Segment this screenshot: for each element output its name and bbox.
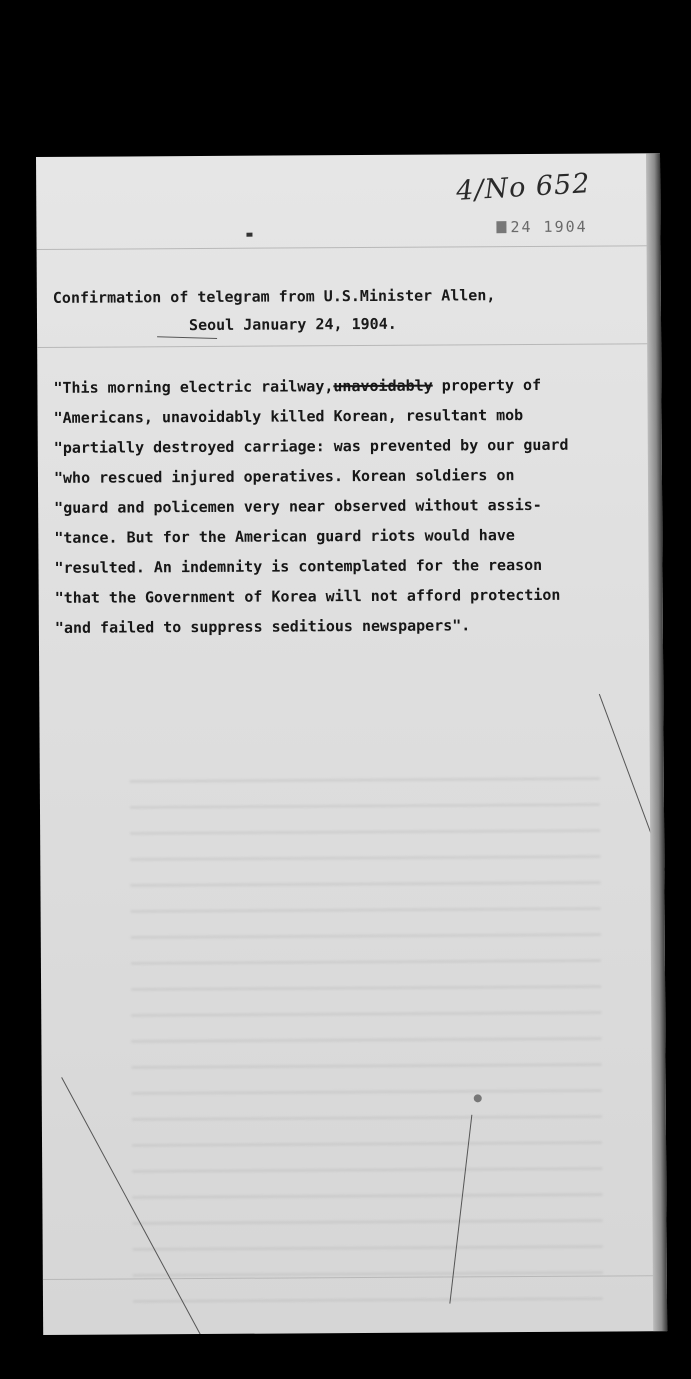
body-line-6: "tance. But for the American guard riots would have: [54, 526, 515, 547]
body-line-2: "Americans, unavoidably killed Korean, resultant mob: [53, 406, 524, 427]
document-page: [36, 153, 667, 1335]
ruled-line: [37, 245, 661, 250]
received-stamp-date: 24 1904: [510, 217, 588, 237]
stamp-mark-icon: [496, 221, 506, 233]
ruled-line: [37, 343, 661, 348]
received-stamp: [496, 218, 587, 237]
scratch-mark: [157, 336, 217, 339]
body-line-4: "who rescued injured operatives. Korean soldiers on: [53, 466, 515, 487]
body-line-1-start: "This morning electric railway,: [53, 377, 334, 397]
body-line-1: [53, 370, 568, 403]
spot-mark: [474, 1094, 482, 1102]
struck-word: unavoidably: [333, 376, 433, 396]
file-number: 4/No 652: [455, 168, 592, 207]
body-line-9: "and failed to suppress seditious newspapers".: [54, 616, 471, 637]
page-edge: [646, 153, 667, 1331]
body-line-7: "resulted. An indemnity is contemplated for the reason: [54, 555, 543, 577]
spot-mark: [246, 233, 252, 237]
heading-line-1: Confirmation of telegram from U.S.Minister Allen,: [52, 286, 496, 307]
bleed-through-text: [130, 754, 603, 1317]
body-line-5: "guard and policemen very near observed without assis-: [54, 495, 542, 517]
heading-line-2: Seoul January 24, 1904.: [188, 314, 397, 335]
body-line-8: "that the Government of Korea will not afford protection: [54, 585, 561, 607]
telegram-body: [53, 370, 569, 643]
body-line-3: "partially destroyed carriage: was prevented by our guard: [53, 435, 569, 457]
body-line-1-end: property of: [432, 375, 542, 395]
